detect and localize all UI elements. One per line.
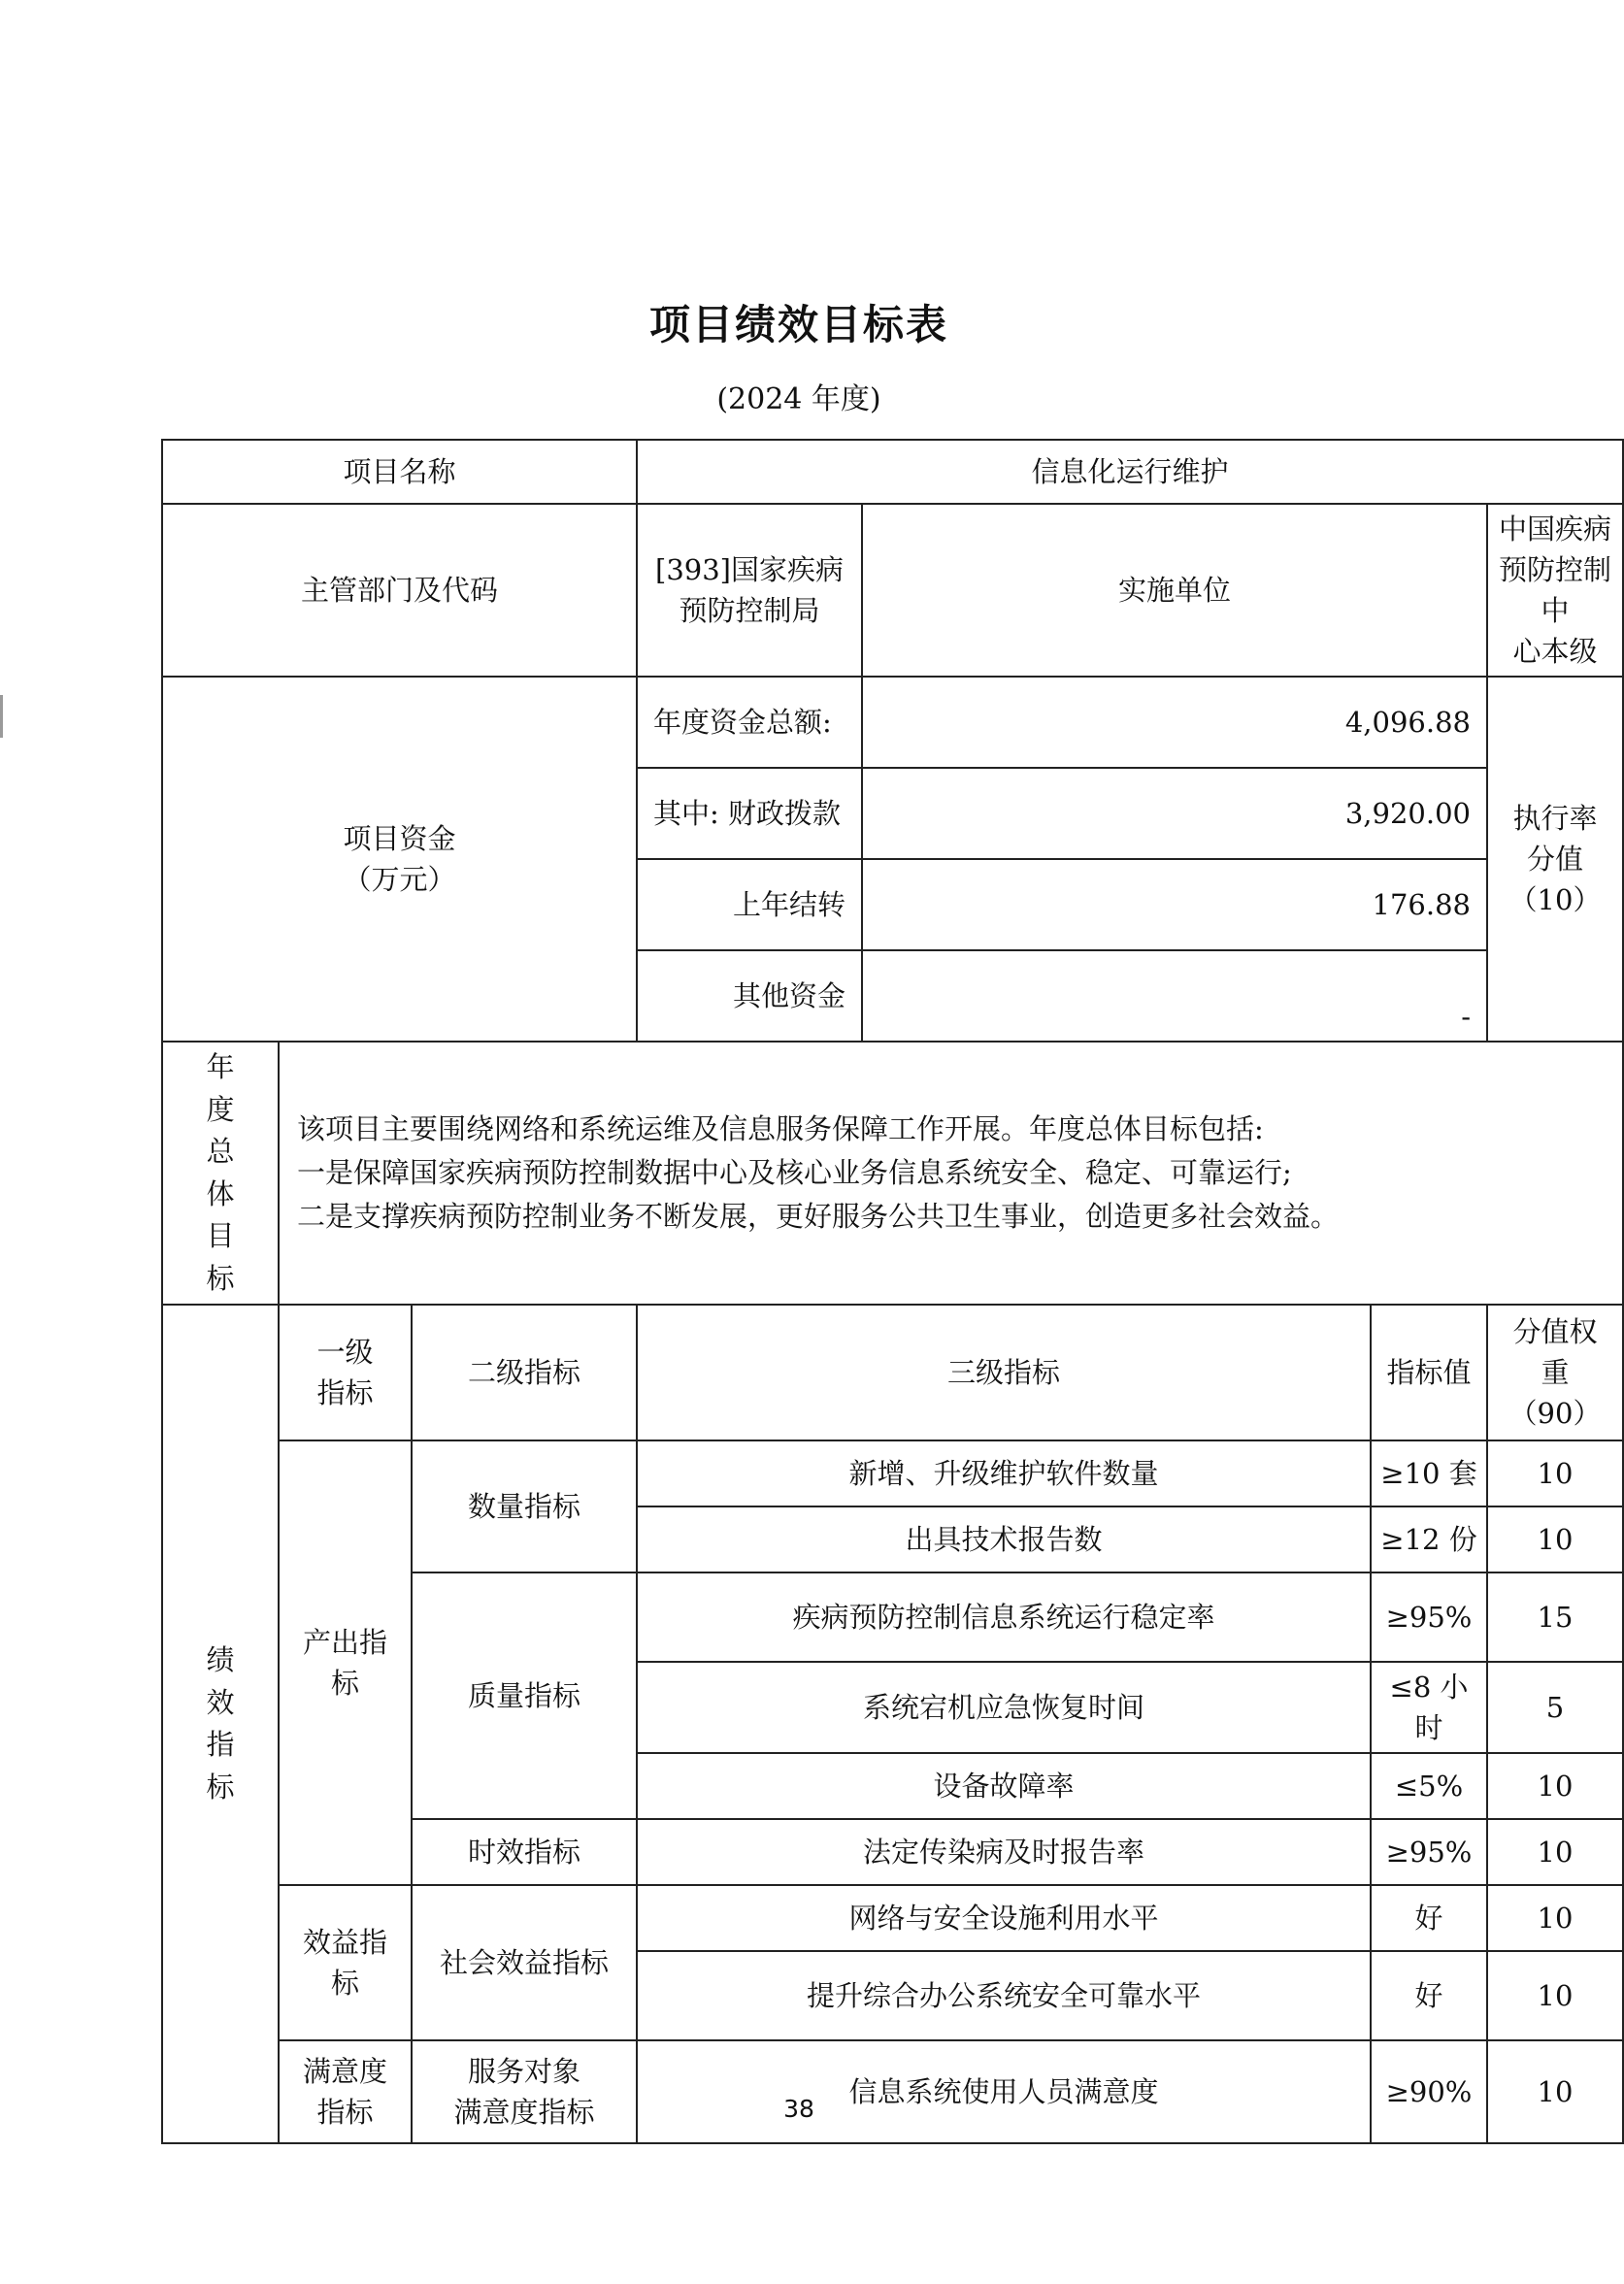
row-indicator-header	[162, 1305, 1623, 1440]
level2-service: 服务对象 满意度指标	[412, 2040, 637, 2143]
goal-line-3: 二是支撑疾病预防控制业务不断发展，更好服务公共卫生事业，创造更多社会效益。	[297, 1200, 1340, 1234]
label-dept-code: 主管部门及代码	[162, 504, 637, 677]
indicator-weight: 5	[1487, 1662, 1623, 1753]
indicator-weight: 10	[1487, 1753, 1623, 1819]
row-project-name	[162, 440, 1623, 504]
page-number: 38	[783, 2095, 814, 2123]
project-name-value: 信息化运行维护	[637, 440, 1623, 504]
page-title: 项目绩效目标表	[648, 301, 948, 348]
row-annual-goal	[162, 1042, 1623, 1305]
label-perf-indicators: 绩 效 指 标	[162, 1305, 279, 2143]
dept-value: [393]国家疾病 预防控制局	[637, 504, 862, 677]
indicator-row	[162, 1440, 1623, 1506]
indicator-value: ≤8 小时	[1371, 1662, 1487, 1753]
annual-goal-text	[279, 1042, 1623, 1305]
indicator-name: 疾病预防控制信息系统运行稳定率	[637, 1572, 1371, 1662]
indicator-weight: 10	[1487, 1951, 1623, 2040]
fund-value-total: 4,096.88	[862, 677, 1487, 768]
goal-line-1: 该项目主要围绕网络和系统运维及信息服务保障工作开展。年度总体目标包括:	[297, 1112, 1264, 1146]
fund-label-fiscal: 其中: 财政拨款	[637, 768, 862, 859]
goal-line-2: 一是保障国家疾病预防控制数据中心及核心业务信息系统安全、稳定、可靠运行;	[297, 1156, 1292, 1190]
indicator-value: ≥12 份	[1371, 1506, 1487, 1572]
indicator-weight: 10	[1487, 1819, 1623, 1885]
indicator-value: 好	[1371, 1951, 1487, 2040]
fund-label-other: 其他资金	[637, 950, 862, 1042]
indicator-value: ≥90%	[1371, 2040, 1487, 2143]
indicator-weight: 10	[1487, 1506, 1623, 1572]
indicator-name: 新增、升级维护软件数量	[637, 1440, 1371, 1506]
performance-target-table	[161, 439, 1624, 2144]
row-dept-unit	[162, 504, 1623, 677]
level2-timeliness: 时效指标	[412, 1819, 637, 1885]
indicator-name: 信息系统使用人员满意度	[637, 2040, 1371, 2143]
indicator-name: 法定传染病及时报告率	[637, 1819, 1371, 1885]
indicator-name: 出具技术报告数	[637, 1506, 1371, 1572]
indicator-name: 提升综合办公系统安全可靠水平	[637, 1951, 1371, 2040]
level1-benefit: 效益指 标	[279, 1885, 412, 2040]
indicator-name: 网络与安全设施利用水平	[637, 1885, 1371, 1951]
level2-quantity: 数量指标	[412, 1440, 637, 1572]
label-project-name: 项目名称	[162, 440, 637, 504]
label-project-fund: 项目资金 （万元）	[162, 677, 637, 1042]
year-label: (2024 年度)	[716, 382, 881, 416]
label-annual-goal: 年 度 总 体 目 标	[162, 1042, 279, 1305]
impl-unit-value: 中国疾病预防控制中 心本级	[1487, 504, 1623, 677]
indicator-weight: 10	[1487, 1440, 1623, 1506]
level2-quality: 质量指标	[412, 1572, 637, 1819]
indicator-weight: 10	[1487, 1885, 1623, 1951]
header-weight: 分值权 重 （90）	[1487, 1305, 1623, 1440]
header-level2: 二级指标	[412, 1305, 637, 1440]
header-value: 指标值	[1371, 1305, 1487, 1440]
header-level3: 三级指标	[637, 1305, 1371, 1440]
fund-value-other: -	[862, 950, 1487, 1042]
indicator-value: ≥95%	[1371, 1819, 1487, 1885]
indicator-row	[162, 2040, 1623, 2143]
indicator-weight: 10	[1487, 2040, 1623, 2143]
scan-edge-mark	[0, 695, 3, 738]
level1-satisfaction: 满意度 指标	[279, 2040, 412, 2143]
level2-social: 社会效益指标	[412, 1885, 637, 2040]
indicator-row	[162, 1885, 1623, 1951]
header-level1: 一级 指标	[279, 1305, 412, 1440]
indicator-weight: 15	[1487, 1572, 1623, 1662]
row-fund-total	[162, 677, 1623, 768]
indicator-value: 好	[1371, 1885, 1487, 1951]
fund-label-total: 年度资金总额:	[637, 677, 862, 768]
indicator-name: 系统宕机应急恢复时间	[637, 1662, 1371, 1753]
label-impl-unit: 实施单位	[862, 504, 1487, 677]
indicator-name: 设备故障率	[637, 1753, 1371, 1819]
indicator-value: ≤5%	[1371, 1753, 1487, 1819]
fund-value-carryover: 176.88	[862, 859, 1487, 950]
indicator-value: ≥10 套	[1371, 1440, 1487, 1506]
indicator-value: ≥95%	[1371, 1572, 1487, 1662]
level1-output: 产出指 标	[279, 1440, 412, 1885]
label-exec-rate: 执行率 分值 （10）	[1487, 677, 1623, 1042]
fund-value-fiscal: 3,920.00	[862, 768, 1487, 859]
fund-label-carryover: 上年结转	[637, 859, 862, 950]
